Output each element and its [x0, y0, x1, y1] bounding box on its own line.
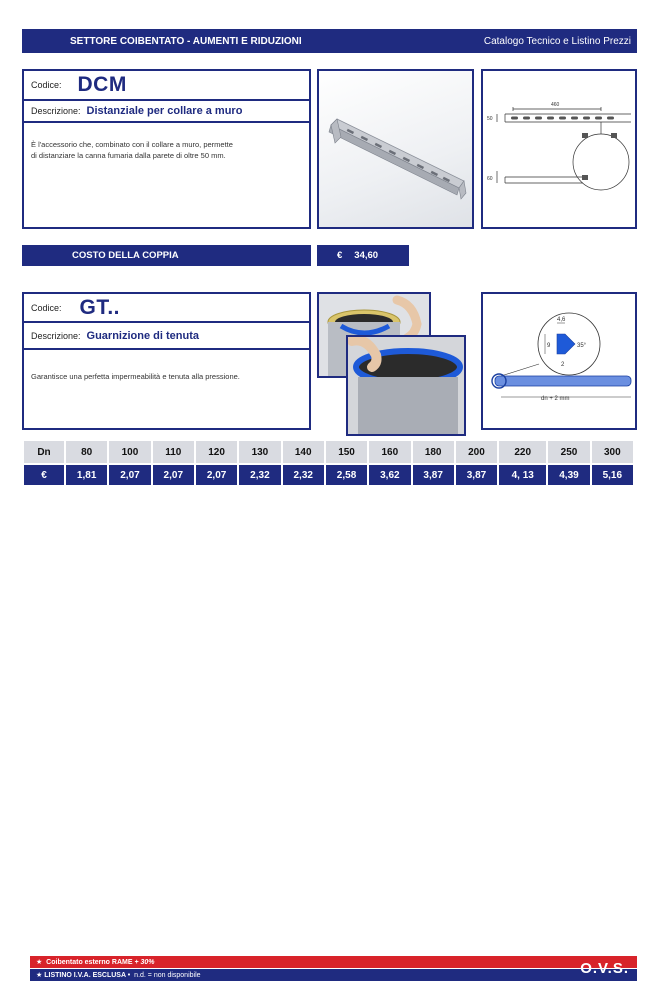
section-header-bar — [22, 29, 637, 53]
code-label: Codice: — [31, 80, 62, 90]
price-value-bar — [317, 245, 409, 266]
table-header-cell: 110 — [153, 441, 194, 463]
product-text — [24, 123, 309, 170]
description-row — [24, 323, 309, 350]
table-cell: 2,07 — [109, 463, 150, 485]
table-header-cell: 300 — [592, 441, 633, 463]
footer-note-highlight: + 30% — [134, 958, 155, 966]
table-header-cell: 220 — [499, 441, 546, 463]
dim-bottom: 2 — [561, 362, 565, 368]
table-header-cell: 120 — [196, 441, 237, 463]
gasket-install-photo-icon — [348, 337, 464, 434]
footer-note-text: ★ Coibentato esterno RAME — [36, 959, 135, 966]
table-header-cell: 140 — [283, 441, 324, 463]
bracket-photo-icon — [319, 71, 472, 227]
dim-length: dn + 2 mm — [541, 396, 570, 402]
table-cell: 4, 13 — [499, 463, 546, 485]
brand-logo: O.V.S. — [580, 960, 629, 977]
price-value: 34,60 — [354, 250, 379, 261]
dim-height-bottom: 60 — [487, 176, 493, 182]
table-cell: 2,32 — [283, 463, 324, 485]
technical-drawing-gt — [481, 292, 637, 430]
product-card-dcm — [22, 69, 311, 229]
table-header-cell: 160 — [369, 441, 410, 463]
table-header-cell: 130 — [239, 441, 280, 463]
table-header-cell: 150 — [326, 441, 367, 463]
table-header-cell: 100 — [109, 441, 150, 463]
description-label: Descrizione: — [31, 106, 81, 116]
section-title: SETTORE COIBENTATO - AUMENTI E RIDUZIONI — [70, 35, 302, 47]
table-cell: 3,87 — [456, 463, 497, 485]
dim-angle: 35° — [577, 343, 587, 349]
code-row — [24, 294, 309, 323]
product-description: Guarnizione di tenuta — [86, 329, 199, 342]
bracket-drawing-icon — [483, 71, 635, 227]
gasket-drawing-icon — [483, 294, 635, 428]
product-code: GT.. — [79, 295, 121, 319]
description-label: Descrizione: — [31, 330, 81, 341]
price-label-bar — [22, 245, 311, 266]
technical-drawing-dcm — [481, 69, 637, 229]
price-currency: € — [337, 250, 343, 261]
dim-length: 460 — [551, 102, 560, 108]
table-header-row — [24, 441, 633, 463]
footer-copper-note — [30, 956, 637, 968]
product-card-gt — [22, 292, 311, 430]
table-header-cell: 80 — [66, 441, 107, 463]
code-row — [24, 71, 309, 101]
table-row — [24, 463, 633, 485]
product-text-line: È l'accessorio che, combinato con il collare a muro, permette — [31, 140, 233, 149]
table-header-cell: 180 — [413, 441, 454, 463]
table-cell: € — [24, 463, 64, 485]
footer-vat-text: ★ LISTINO I.V.A. ESCLUSA • — [36, 972, 131, 979]
table-cell: 3,62 — [369, 463, 410, 485]
product-photo-dcm — [317, 69, 474, 229]
description-row — [24, 101, 309, 123]
product-description: Distanziale per collare a muro — [86, 105, 243, 117]
price-table — [22, 441, 635, 485]
table-cell: 3,87 — [413, 463, 454, 485]
table-header-cell: 200 — [456, 441, 497, 463]
table-cell: 2,58 — [326, 463, 367, 485]
catalog-title: Catalogo Tecnico e Listino Prezzi — [483, 35, 631, 47]
product-text-line: di distanziare la canna fumaria dalla parete di oltre 50 mm. — [31, 151, 226, 160]
product-photo-gt-2 — [346, 335, 466, 436]
table-cell: 2,07 — [196, 463, 237, 485]
product-code: DCM — [77, 73, 127, 96]
table-cell: 1,81 — [66, 463, 107, 485]
price-label: COSTO DELLA COPPIA — [72, 250, 179, 261]
dim-height: 9 — [547, 343, 551, 349]
product-text: Garantisce una perfetta impermeabilità e tenuta alla pressione. — [31, 372, 240, 381]
table-cell: 4,39 — [548, 463, 589, 485]
code-label: Codice: — [31, 302, 62, 313]
table-cell: 2,07 — [153, 463, 194, 485]
table-header-cell: Dn — [24, 441, 64, 463]
dim-width: 4,6 — [557, 317, 566, 323]
footer-nd-text: n.d. = non disponibile — [134, 971, 201, 979]
table-cell: 2,32 — [239, 463, 280, 485]
dim-height-top: 50 — [487, 116, 493, 122]
footer-vat-note — [30, 969, 637, 981]
table-header-cell: 250 — [548, 441, 589, 463]
table-cell: 5,16 — [592, 463, 633, 485]
